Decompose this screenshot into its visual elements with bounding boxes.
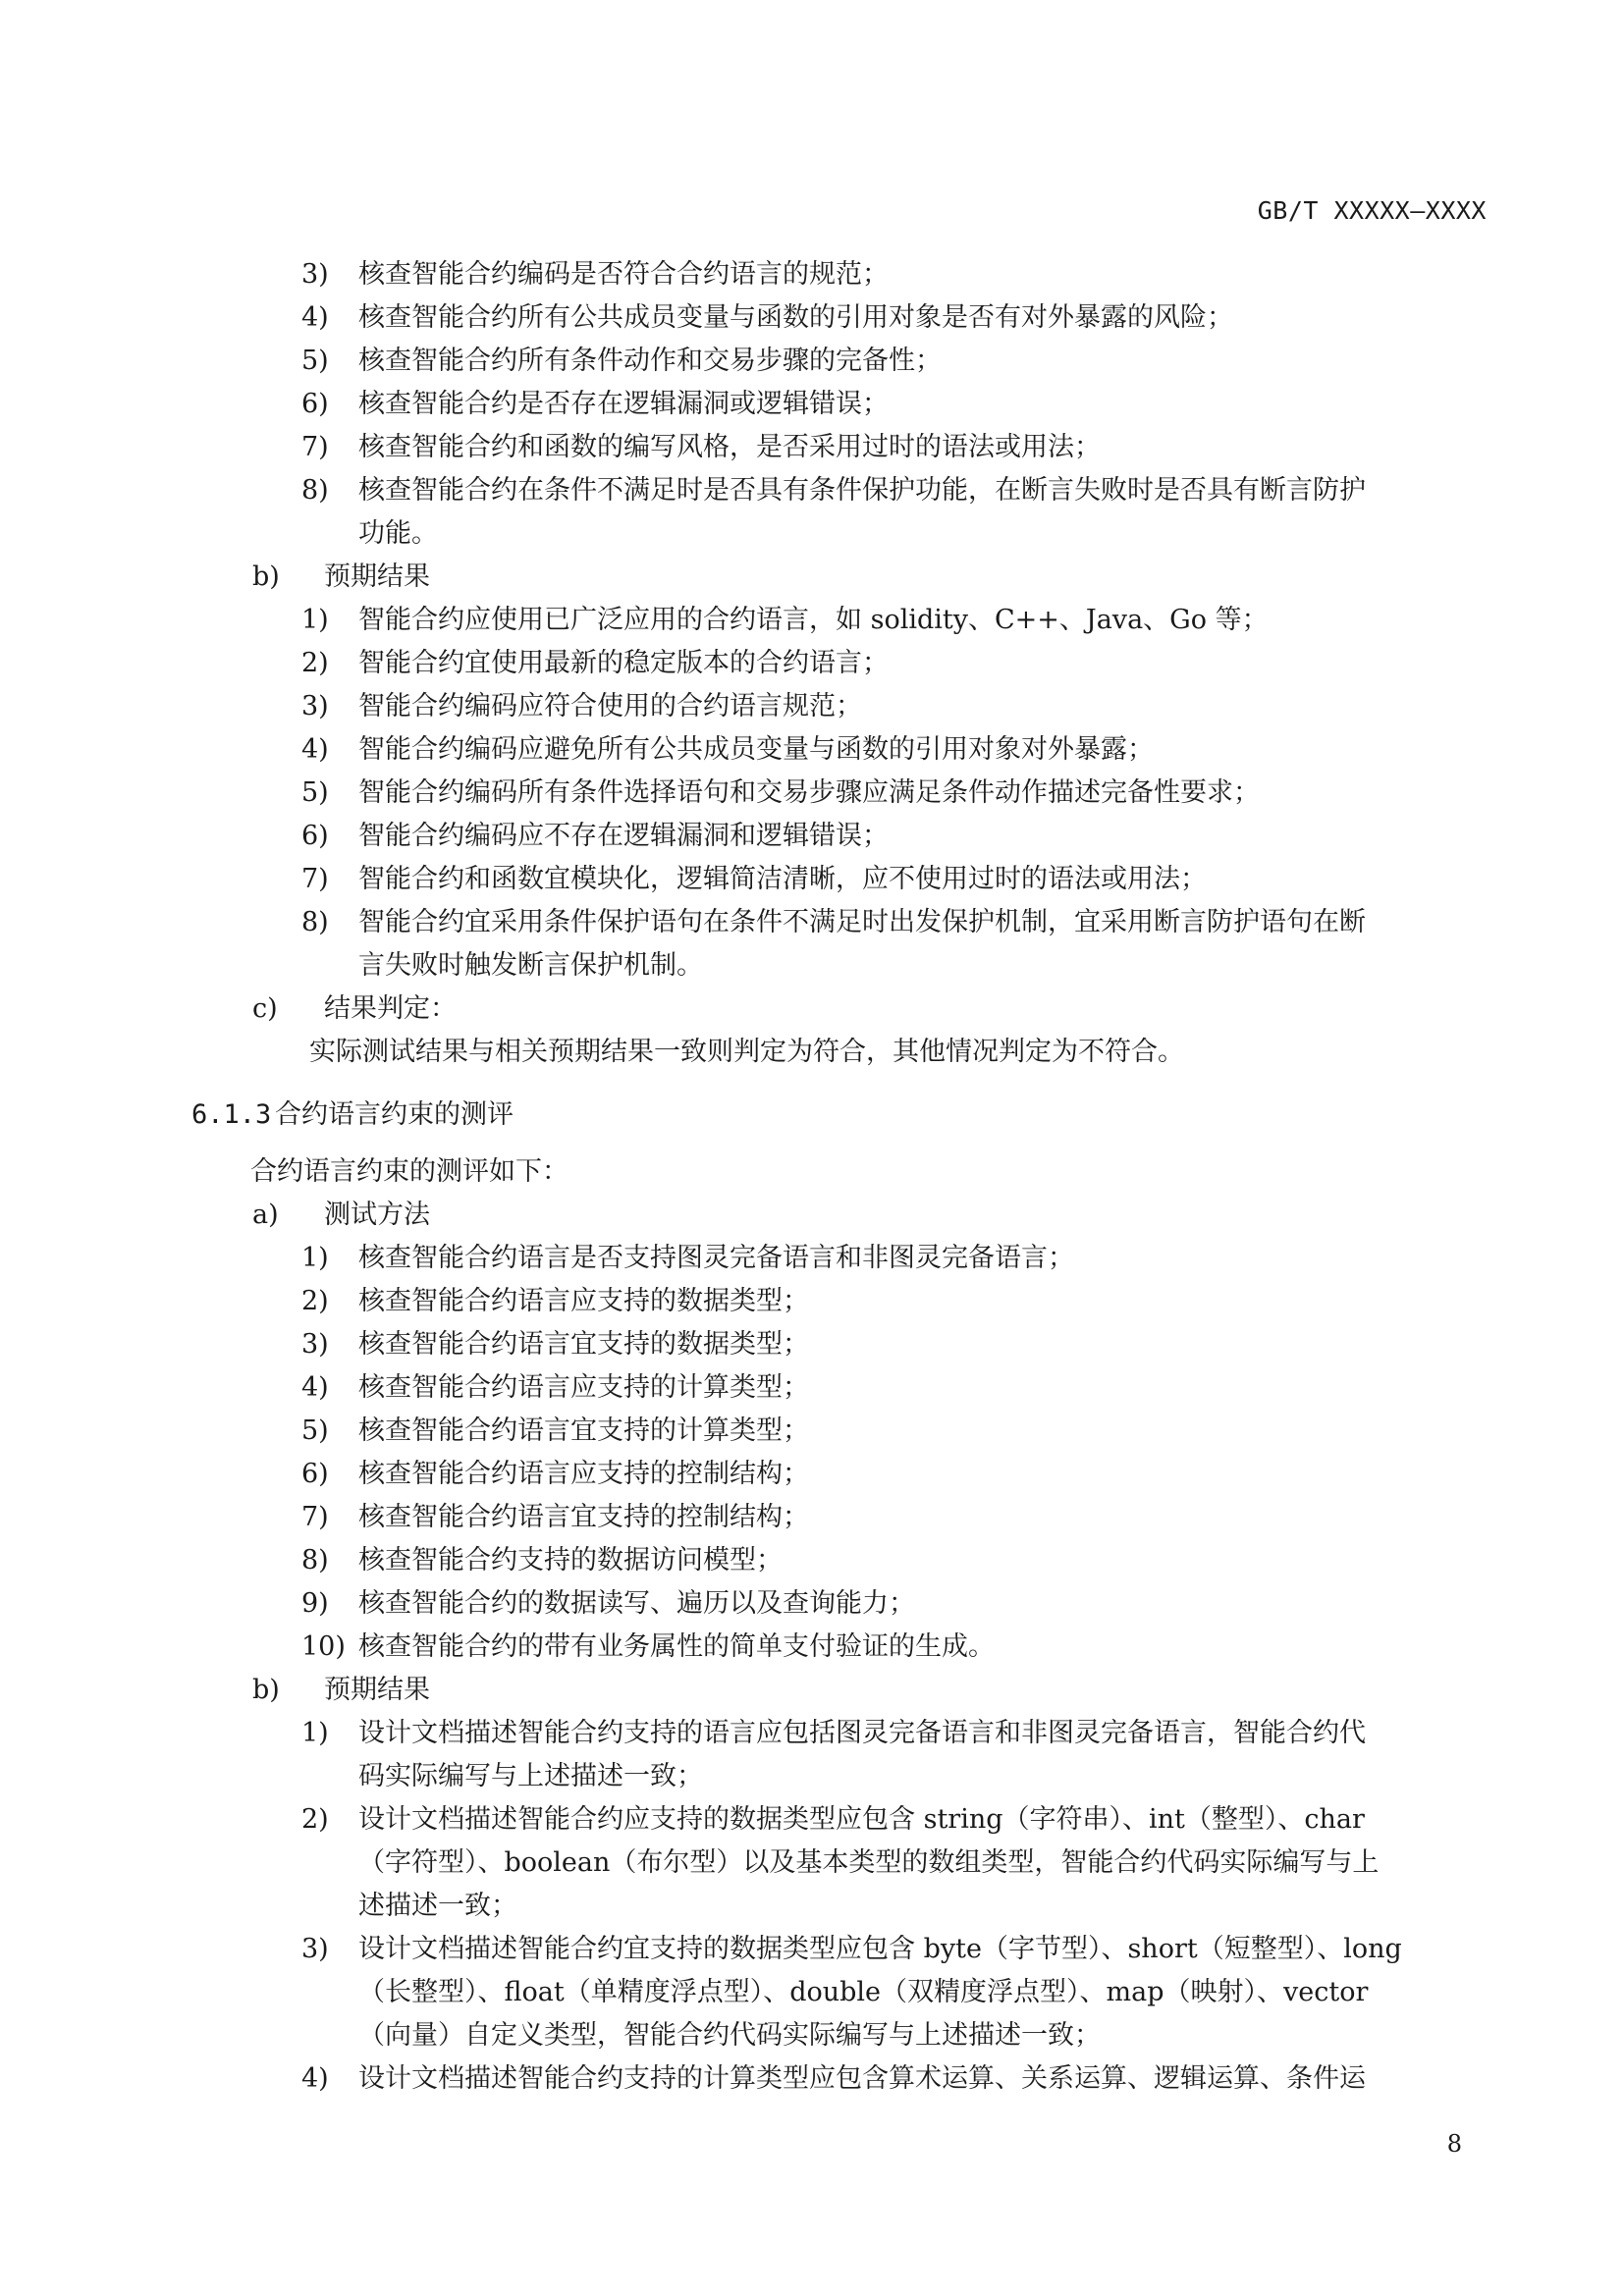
- item-text: 核查智能合约语言应支持的计算类型；: [358, 1372, 809, 1403]
- item-number: 8): [301, 1545, 329, 1575]
- section-intro: 合约语言约束的测评如下：: [250, 1156, 568, 1187]
- item-text-continuation: （向量）自定义类型，智能合约代码实际编写与上述描述一致；: [358, 2020, 1101, 2051]
- list-heading: [191, 1194, 1488, 1237]
- list-heading: [191, 556, 1488, 599]
- item-text: 核查智能合约语言应支持的数据类型；: [358, 1286, 809, 1316]
- list-heading: [191, 1669, 1488, 1712]
- heading-label: c): [252, 993, 278, 1024]
- item-number: 8): [301, 907, 329, 937]
- list-item: [191, 1626, 1488, 1669]
- item-text: 核查智能合约编码是否符合合约语言的规范；: [358, 259, 889, 290]
- list-item: [191, 772, 1488, 815]
- item-text: 核查智能合约语言宜支持的数据类型；: [358, 1329, 809, 1360]
- item-text: 设计文档描述智能合约宜支持的数据类型应包含 byte（字节型）、short（短整型）、long: [358, 1934, 1402, 1964]
- list-item: [191, 383, 1488, 426]
- list-item: [191, 469, 1488, 512]
- list-item: [191, 1712, 1488, 1755]
- item-number: 5): [301, 346, 329, 376]
- item-number: 4): [301, 1372, 329, 1403]
- item-text: 核查智能合约支持的数据访问模型；: [358, 1545, 783, 1575]
- item-number: 3): [301, 691, 329, 721]
- item-number: 3): [301, 1329, 329, 1360]
- item-number: 6): [301, 389, 329, 419]
- item-text: 智能合约编码应符合使用的合约语言规范；: [358, 691, 862, 721]
- item-number: 7): [301, 432, 329, 462]
- item-text: 核查智能合约在条件不满足时是否具有条件保护功能，在断言失败时是否具有断言防护: [358, 475, 1366, 506]
- item-text: 核查智能合约语言宜支持的计算类型；: [358, 1415, 809, 1446]
- list-item: [191, 1928, 1488, 1971]
- item-text: 设计文档描述智能合约应支持的数据类型应包含 string（字符串）、int（整型）、char: [358, 1804, 1365, 1835]
- list-item: [191, 1323, 1488, 1366]
- item-text-continuation: （字符型）、boolean（布尔型）以及基本类型的数组类型，智能合约代码实际编写与上: [358, 1847, 1380, 1878]
- heading-title: 测试方法: [324, 1200, 430, 1230]
- item-text: 智能合约宜使用最新的稳定版本的合约语言；: [358, 648, 889, 678]
- list-heading: [191, 988, 1488, 1031]
- list-item: [191, 1496, 1488, 1539]
- item-number: 7): [301, 864, 329, 894]
- item-text: 核查智能合约所有条件动作和交易步骤的完备性；: [358, 346, 942, 376]
- list-item: [191, 1410, 1488, 1453]
- item-text: 设计文档描述智能合约支持的计算类型应包含算术运算、关系运算、逻辑运算、条件运: [358, 2063, 1366, 2094]
- item-number: 7): [301, 1502, 329, 1532]
- list-item: [191, 296, 1488, 340]
- list-item: [191, 815, 1488, 858]
- list-item: [191, 1582, 1488, 1626]
- item-number: 6): [301, 821, 329, 851]
- item-number: 4): [301, 734, 329, 765]
- item-text: 核查智能合约的数据读写、遍历以及查询能力；: [358, 1588, 915, 1619]
- list-item: [191, 1539, 1488, 1582]
- item-number: 1): [301, 605, 329, 635]
- item-text: 核查智能合约是否存在逻辑漏洞或逻辑错误；: [358, 389, 889, 419]
- list-item: [191, 1237, 1488, 1280]
- page-number: 8: [1446, 2130, 1462, 2158]
- heading-label: b): [252, 1675, 280, 1705]
- list-item: [191, 901, 1488, 944]
- item-text-continuation: 言失败时触发断言保护机制。: [358, 950, 703, 981]
- item-text: 智能合约编码应不存在逻辑漏洞和逻辑错误；: [358, 821, 889, 851]
- heading-label: b): [252, 561, 280, 592]
- document-id-header: GB/T XXXXX—XXXX: [1257, 196, 1487, 225]
- list-item: [191, 340, 1488, 383]
- item-text-continuation: 述描述一致；: [358, 1891, 517, 1921]
- item-number: 4): [301, 302, 329, 333]
- item-number: 2): [301, 648, 329, 678]
- item-number: 3): [301, 259, 329, 290]
- item-text: 设计文档描述智能合约支持的语言应包括图灵完备语言和非图灵完备语言，智能合约代: [358, 1718, 1366, 1748]
- list-item: [191, 858, 1488, 901]
- heading-title: 结果判定：: [324, 993, 457, 1024]
- item-text: 智能合约应使用已广泛应用的合约语言，如 solidity、C++、Java、Go 等；: [358, 605, 1269, 635]
- list-item: [191, 1280, 1488, 1323]
- judgment-text: 实际测试结果与相关预期结果一致则判定为符合，其他情况判定为不符合。: [309, 1037, 1184, 1067]
- item-number: 5): [301, 777, 329, 808]
- list-item: [191, 642, 1488, 685]
- item-number: 6): [301, 1459, 329, 1489]
- item-text-continuation: （长整型）、float（单精度浮点型）、double（双精度浮点型）、map（映射）、vector: [358, 1977, 1369, 2007]
- item-text: 智能合约和函数宜模块化，逻辑简洁清晰，应不使用过时的语法或用法；: [358, 864, 1207, 894]
- item-text: 核查智能合约语言是否支持图灵完备语言和非图灵完备语言；: [358, 1243, 1074, 1273]
- item-number: 10): [301, 1631, 346, 1662]
- list-item: [191, 728, 1488, 772]
- heading-label: a): [252, 1200, 279, 1230]
- heading-title: 预期结果: [324, 561, 430, 592]
- list-item: [191, 426, 1488, 469]
- page-body: [191, 253, 1488, 2101]
- item-text: 核查智能合约语言宜支持的控制结构；: [358, 1502, 809, 1532]
- item-text: 核查智能合约和函数的编写风格，是否采用过时的语法或用法；: [358, 432, 1101, 462]
- list-item: [191, 1798, 1488, 1842]
- list-item: [191, 2057, 1488, 2101]
- list-item: [191, 1453, 1488, 1496]
- section-title: 合约语言约束的测评: [275, 1099, 514, 1130]
- item-text: 核查智能合约所有公共成员变量与函数的引用对象是否有对外暴露的风险；: [358, 302, 1233, 333]
- item-text: 智能合约编码应避免所有公共成员变量与函数的引用对象对外暴露；: [358, 734, 1154, 765]
- item-text-continuation: 码实际编写与上述描述一致；: [358, 1761, 703, 1791]
- item-number: 2): [301, 1804, 329, 1835]
- item-text-continuation: 功能。: [358, 518, 438, 549]
- item-number: 4): [301, 2063, 329, 2094]
- item-number: 3): [301, 1934, 329, 1964]
- item-text: 核查智能合约的带有业务属性的简单支付验证的生成。: [358, 1631, 995, 1662]
- item-text: 智能合约宜采用条件保护语句在条件不满足时出发保护机制，宜采用断言防护语句在断: [358, 907, 1366, 937]
- item-number: 9): [301, 1588, 329, 1619]
- item-number: 5): [301, 1415, 329, 1446]
- item-number: 8): [301, 475, 329, 506]
- item-number: 2): [301, 1286, 329, 1316]
- list-item: [191, 1366, 1488, 1410]
- list-item: [191, 599, 1488, 642]
- section-number: 6.1.3: [191, 1099, 272, 1130]
- item-number: 1): [301, 1243, 329, 1273]
- item-text: 核查智能合约语言应支持的控制结构；: [358, 1459, 809, 1489]
- heading-title: 预期结果: [324, 1675, 430, 1705]
- list-item: [191, 253, 1488, 296]
- section-heading: [191, 1094, 1488, 1137]
- item-number: 1): [301, 1718, 329, 1748]
- item-text: 智能合约编码所有条件选择语句和交易步骤应满足条件动作描述完备性要求；: [358, 777, 1260, 808]
- list-item: [191, 685, 1488, 728]
